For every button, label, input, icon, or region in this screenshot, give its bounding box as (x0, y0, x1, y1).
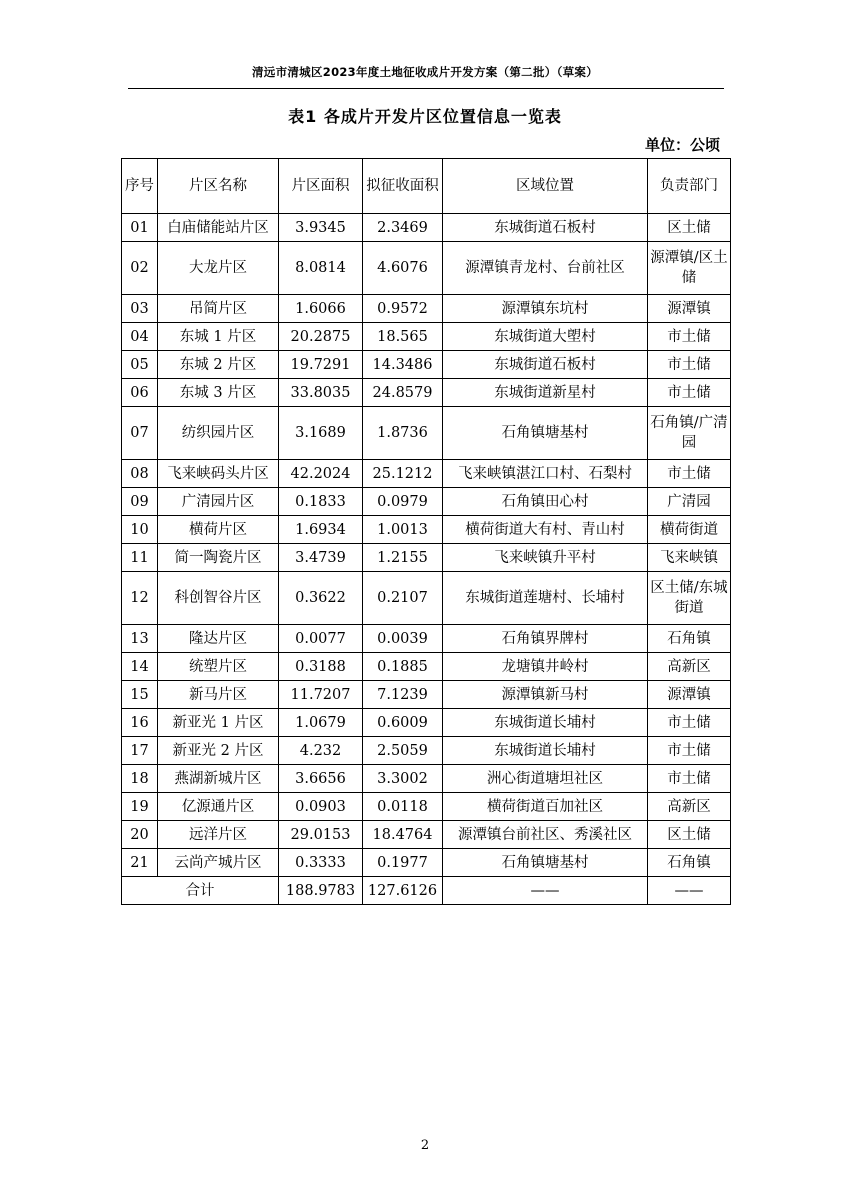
cell-area: 29.0153 (279, 821, 363, 849)
col-header-location: 区域位置 (443, 159, 648, 214)
cell-department: 高新区 (648, 653, 731, 681)
table-row (122, 681, 731, 709)
cell-area: 19.7291 (279, 351, 363, 379)
cell-no: 05 (122, 351, 158, 379)
table-header-row (122, 159, 731, 214)
table-row (122, 323, 731, 351)
cell-department: 源潭镇 (648, 295, 731, 323)
cell-area: 0.3188 (279, 653, 363, 681)
cell-no: 21 (122, 849, 158, 877)
cell-location: 东城街道大塱村 (443, 323, 648, 351)
cell-area: 33.8035 (279, 379, 363, 407)
cell-expropriation: 0.1885 (363, 653, 443, 681)
cell-area: 3.1689 (279, 407, 363, 460)
cell-expropriation: 18.565 (363, 323, 443, 351)
running-header: 清远市清城区2023年度土地征收成片开发方案（第二批）（草案） (251, 65, 599, 79)
cell-location: 石角镇田心村 (443, 488, 648, 516)
cell-name: 东城 3 片区 (158, 379, 279, 407)
table-row (122, 653, 731, 681)
header-rule (128, 88, 724, 89)
cell-expropriation: 0.0039 (363, 625, 443, 653)
cell-no: 01 (122, 214, 158, 242)
cell-department: 高新区 (648, 793, 731, 821)
cell-no: 19 (122, 793, 158, 821)
cell-no: 15 (122, 681, 158, 709)
cell-department: 市土储 (648, 709, 731, 737)
cell-name: 纺织园片区 (158, 407, 279, 460)
cell-expropriation: 0.1977 (363, 849, 443, 877)
cell-expropriation: 4.6076 (363, 242, 443, 295)
cell-name: 简一陶瓷片区 (158, 544, 279, 572)
cell-expropriation: 3.3002 (363, 765, 443, 793)
cell-no: 03 (122, 295, 158, 323)
cell-location: 东城街道石板村 (443, 351, 648, 379)
cell-name: 吊简片区 (158, 295, 279, 323)
cell-department: 源潭镇/区土储 (648, 242, 731, 295)
cell-department: 区土储 (648, 821, 731, 849)
cell-expropriation: 0.0979 (363, 488, 443, 516)
cell-name: 广清园片区 (158, 488, 279, 516)
cell-no: 10 (122, 516, 158, 544)
cell-area: 3.4739 (279, 544, 363, 572)
table-row (122, 765, 731, 793)
cell-no: 13 (122, 625, 158, 653)
cell-location: 石角镇界牌村 (443, 625, 648, 653)
col-header-area: 片区面积 (279, 159, 363, 214)
table-row (122, 214, 731, 242)
table-row (122, 821, 731, 849)
cell-location: 洲心街道塘坦社区 (443, 765, 648, 793)
cell-name: 白庙储能站片区 (158, 214, 279, 242)
table-title: 表1 各成片开发片区位置信息一览表 (288, 107, 562, 126)
cell-department: 市土储 (648, 351, 731, 379)
cell-no: 17 (122, 737, 158, 765)
cell-name: 远洋片区 (158, 821, 279, 849)
cell-department: 石角镇 (648, 625, 731, 653)
cell-area: 3.6656 (279, 765, 363, 793)
total-area: 188.9783 (279, 877, 363, 905)
cell-expropriation: 0.9572 (363, 295, 443, 323)
col-header-department: 负责部门 (648, 159, 731, 214)
cell-expropriation: 1.2155 (363, 544, 443, 572)
cell-location: 石角镇塘基村 (443, 407, 648, 460)
total-department: —— (648, 877, 731, 905)
cell-department: 市土储 (648, 737, 731, 765)
col-header-expropriation: 拟征收面积 (363, 159, 443, 214)
cell-location: 飞来峡镇升平村 (443, 544, 648, 572)
table-row (122, 709, 731, 737)
cell-name: 新亚光 2 片区 (158, 737, 279, 765)
cell-name: 飞来峡码头片区 (158, 460, 279, 488)
cell-expropriation: 0.6009 (363, 709, 443, 737)
cell-expropriation: 7.1239 (363, 681, 443, 709)
table-row (122, 572, 731, 625)
cell-expropriation: 25.1212 (363, 460, 443, 488)
unit-label: 单位：公顷 (644, 136, 720, 154)
cell-area: 1.0679 (279, 709, 363, 737)
total-row (122, 877, 731, 905)
cell-expropriation: 2.5059 (363, 737, 443, 765)
cell-expropriation: 1.8736 (363, 407, 443, 460)
cell-no: 02 (122, 242, 158, 295)
cell-location: 飞来峡镇湛江口村、石梨村 (443, 460, 648, 488)
table-row (122, 793, 731, 821)
cell-no: 16 (122, 709, 158, 737)
cell-expropriation: 1.0013 (363, 516, 443, 544)
cell-name: 亿源通片区 (158, 793, 279, 821)
cell-area: 4.232 (279, 737, 363, 765)
cell-expropriation: 0.2107 (363, 572, 443, 625)
cell-expropriation: 0.0118 (363, 793, 443, 821)
cell-location: 源潭镇台前社区、秀溪社区 (443, 821, 648, 849)
cell-no: 08 (122, 460, 158, 488)
cell-location: 东城街道石板村 (443, 214, 648, 242)
total-location: —— (443, 877, 648, 905)
cell-no: 18 (122, 765, 158, 793)
cell-location: 东城街道长埔村 (443, 709, 648, 737)
total-expropriation: 127.6126 (363, 877, 443, 905)
cell-department: 市土储 (648, 460, 731, 488)
cell-department: 石角镇/广清园 (648, 407, 731, 460)
total-label: 合计 (122, 877, 279, 905)
cell-area: 1.6066 (279, 295, 363, 323)
table-row (122, 849, 731, 877)
cell-expropriation: 2.3469 (363, 214, 443, 242)
cell-expropriation: 24.8579 (363, 379, 443, 407)
cell-name: 新亚光 1 片区 (158, 709, 279, 737)
cell-name: 横荷片区 (158, 516, 279, 544)
cell-name: 东城 2 片区 (158, 351, 279, 379)
cell-name: 东城 1 片区 (158, 323, 279, 351)
cell-department: 石角镇 (648, 849, 731, 877)
cell-no: 11 (122, 544, 158, 572)
cell-expropriation: 14.3486 (363, 351, 443, 379)
cell-location: 横荷街道百加社区 (443, 793, 648, 821)
cell-department: 市土储 (648, 765, 731, 793)
cell-department: 源潭镇 (648, 681, 731, 709)
cell-area: 0.0903 (279, 793, 363, 821)
cell-no: 04 (122, 323, 158, 351)
cell-department: 广清园 (648, 488, 731, 516)
col-header-name: 片区名称 (158, 159, 279, 214)
cell-no: 06 (122, 379, 158, 407)
cell-location: 源潭镇青龙村、台前社区 (443, 242, 648, 295)
table-row (122, 379, 731, 407)
cell-name: 统塑片区 (158, 653, 279, 681)
cell-location: 源潭镇新马村 (443, 681, 648, 709)
cell-expropriation: 18.4764 (363, 821, 443, 849)
cell-area: 1.6934 (279, 516, 363, 544)
cell-name: 新马片区 (158, 681, 279, 709)
cell-name: 隆达片区 (158, 625, 279, 653)
col-header-no: 序号 (122, 159, 158, 214)
cell-area: 8.0814 (279, 242, 363, 295)
cell-no: 20 (122, 821, 158, 849)
page-number: 2 (420, 1138, 430, 1153)
table-row (122, 737, 731, 765)
cell-location: 龙塘镇井岭村 (443, 653, 648, 681)
table-row (122, 625, 731, 653)
cell-no: 12 (122, 572, 158, 625)
cell-location: 东城街道新星村 (443, 379, 648, 407)
cell-no: 09 (122, 488, 158, 516)
cell-location: 横荷街道大有村、青山村 (443, 516, 648, 544)
cell-name: 大龙片区 (158, 242, 279, 295)
cell-name: 燕湖新城片区 (158, 765, 279, 793)
cell-department: 横荷街道 (648, 516, 731, 544)
cell-location: 源潭镇东坑村 (443, 295, 648, 323)
table-row (122, 460, 731, 488)
table-row (122, 351, 731, 379)
cell-location: 东城街道莲塘村、长埔村 (443, 572, 648, 625)
cell-name: 云尚产城片区 (158, 849, 279, 877)
table-row (122, 407, 731, 460)
cell-area: 0.3333 (279, 849, 363, 877)
cell-department: 区土储/东城街道 (648, 572, 731, 625)
cell-area: 0.0077 (279, 625, 363, 653)
table-row (122, 488, 731, 516)
table-row (122, 516, 731, 544)
table-row (122, 242, 731, 295)
cell-area: 3.9345 (279, 214, 363, 242)
cell-area: 20.2875 (279, 323, 363, 351)
cell-area: 42.2024 (279, 460, 363, 488)
cell-department: 市土储 (648, 323, 731, 351)
table-row (122, 544, 731, 572)
cell-department: 区土储 (648, 214, 731, 242)
cell-name: 科创智谷片区 (158, 572, 279, 625)
cell-area: 0.3622 (279, 572, 363, 625)
cell-location: 石角镇塘基村 (443, 849, 648, 877)
cell-area: 11.7207 (279, 681, 363, 709)
cell-area: 0.1833 (279, 488, 363, 516)
cell-department: 飞来峡镇 (648, 544, 731, 572)
cell-no: 14 (122, 653, 158, 681)
parcel-table (121, 158, 731, 905)
cell-no: 07 (122, 407, 158, 460)
cell-location: 东城街道长埔村 (443, 737, 648, 765)
cell-department: 市土储 (648, 379, 731, 407)
table-row (122, 295, 731, 323)
